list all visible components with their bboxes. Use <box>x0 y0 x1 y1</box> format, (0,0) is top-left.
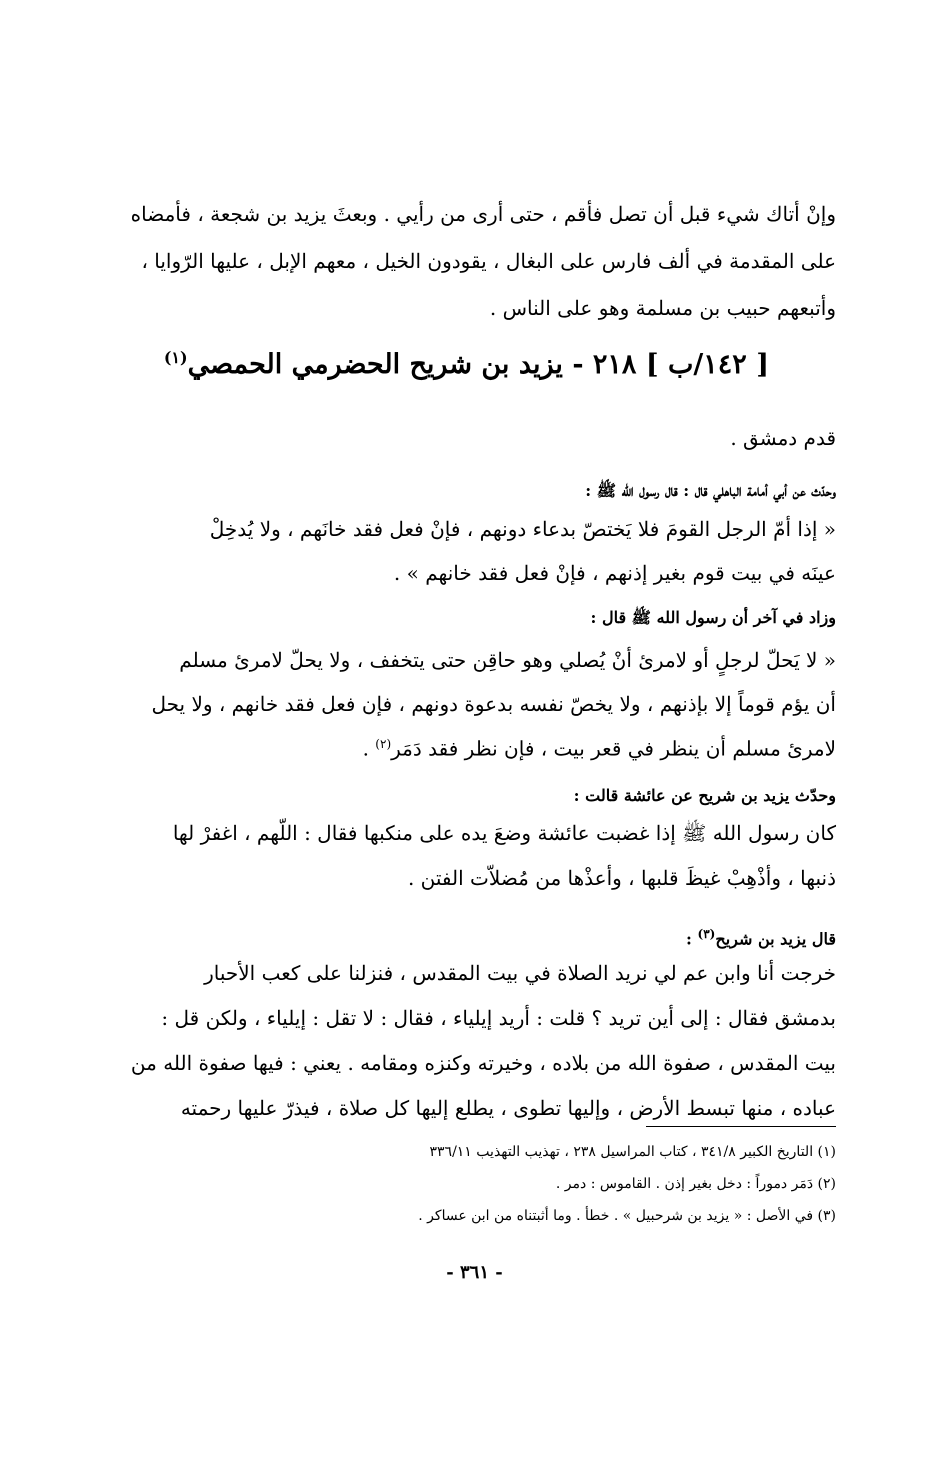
intro-paragraph <box>113 204 836 345</box>
hadith-intro <box>113 928 836 947</box>
text-line: خرجت أنا وابن عم لي نريد الصلاة في بيت المقدس ، فنزلنا على كعب الأحبار <box>204 961 836 985</box>
hadith-text <box>113 963 836 1143</box>
text-line <box>113 928 836 947</box>
text-line: وإنْ أتاك شيء قبل أن تصل فأقم ، حتى أرى من رأيي . وبعثَ يزيد بن شجعة ، فأمضاه <box>130 202 836 226</box>
text-line: كان رسول الله ﷺ إذا غضبت عائشة وضعَ يده على منكبها فقال : اللّهم ، اغفرْ لها <box>172 821 836 845</box>
text-segment: . <box>362 736 376 761</box>
text-segment: : <box>686 929 698 949</box>
footnote-marker: (٢) <box>375 737 392 751</box>
footnotes <box>113 1145 836 1241</box>
text-line: بيت المقدس ، صفوة الله من بلاده ، وخيرته وكنزه ومقامه . يعني : فيها صفوة الله من <box>130 1051 836 1075</box>
hadith-intro <box>113 483 836 499</box>
text-line: ذنبها ، وأذْهِبْ غيظَ قلبها ، وأعذْها من مُضلاّت الفتن . <box>407 866 836 890</box>
page-number: - ٣٦١ - <box>446 1262 503 1283</box>
text-line <box>113 738 836 782</box>
text-line: عباده ، منها تبسط الأرض ، وإليها تطوى ، يطلع إليها كل صلاة ، فيذرّ عليها رحمته <box>180 1096 836 1120</box>
footnote-marker: (١) <box>163 348 188 367</box>
footnote: (٢) دَمَر دموراً : دخل بغير إذن . القاموس : دمر . <box>555 1176 836 1192</box>
text-line: أن يؤم قوماً إلا بإذنهم ، ولا يخصّ نفسه بدعوة دونهم ، فإن فعل فقد خانهم ، ولا يحل <box>151 692 836 716</box>
text-line: وزاد في آخر أن رسول الله ﷺ قال : <box>590 608 836 627</box>
text-segment: قال يزيد بن شريح <box>715 929 836 949</box>
footnote: (٣) في الأصل : « يزيد بن شرحبيل » . خطأ . وما أثبتناه من ابن عساكر . <box>418 1208 836 1224</box>
hadith-text <box>113 823 836 913</box>
text-line: وحدّث يزيد بن شريح عن عائشة قالت : <box>573 786 836 805</box>
hadith-intro <box>113 788 836 804</box>
hadith-text <box>113 650 836 782</box>
text-line: عينَه في بيت قوم بغير إذنهم ، فإنْ فعل فقد خانهم » . <box>393 561 836 585</box>
text-line: بدمشق فقال : إلى أين تريد ؟ قلت : أريد إيلياء ، فقال : لا تقل : إيلياء ، ولكن قل : <box>161 1006 836 1030</box>
text-line: وحدّث عن أبي أمامة الباهلي قال : قال رسول الله ﷺ : <box>585 481 836 500</box>
text-line: « لا يَحلّ لرجلٍ أو لامرئ أنْ يُصلي وهو حاقِن حتى يتخفف ، ولا يحلّ لامرئ مسلم <box>179 648 836 672</box>
footnote-divider <box>646 1126 836 1127</box>
entry-heading-text: [ ١٤٢/ب ] ٢١٨ - يزيد بن شريح الحضرمي الحمصي <box>187 349 769 380</box>
footnote-marker: (٣) <box>697 927 716 941</box>
text-line: وأتبعهم حبيب بن مسلمة وهو على الناس . <box>489 296 836 320</box>
footnote: (١) التاريخ الكبير ٣٤١/٨ ، كتاب المراسيل ٢٣٨ ، تهذيب التهذيب ٣٣٦/١١ <box>429 1144 836 1160</box>
hadith-text <box>113 519 836 607</box>
entry-heading <box>164 348 769 380</box>
text-line: على المقدمة في ألف فارس على البغال ، يقودون الخيل ، معهم الإبل ، عليها الرّوايا ، <box>141 249 836 273</box>
text-segment: لامرئ مسلم أن ينظر في قعر بيت ، فإن نظر فقد دَمَر <box>391 736 836 761</box>
text-line: « إذا أمّ الرجل القومَ فلا يَختصّ بدعاء دونهم ، فإنْ فعل فقد خانَهم ، ولا يُدخِلْ <box>209 517 836 541</box>
section-line <box>113 428 836 448</box>
hadith-intro <box>113 610 836 626</box>
text-line: قدم دمشق . <box>730 426 836 450</box>
